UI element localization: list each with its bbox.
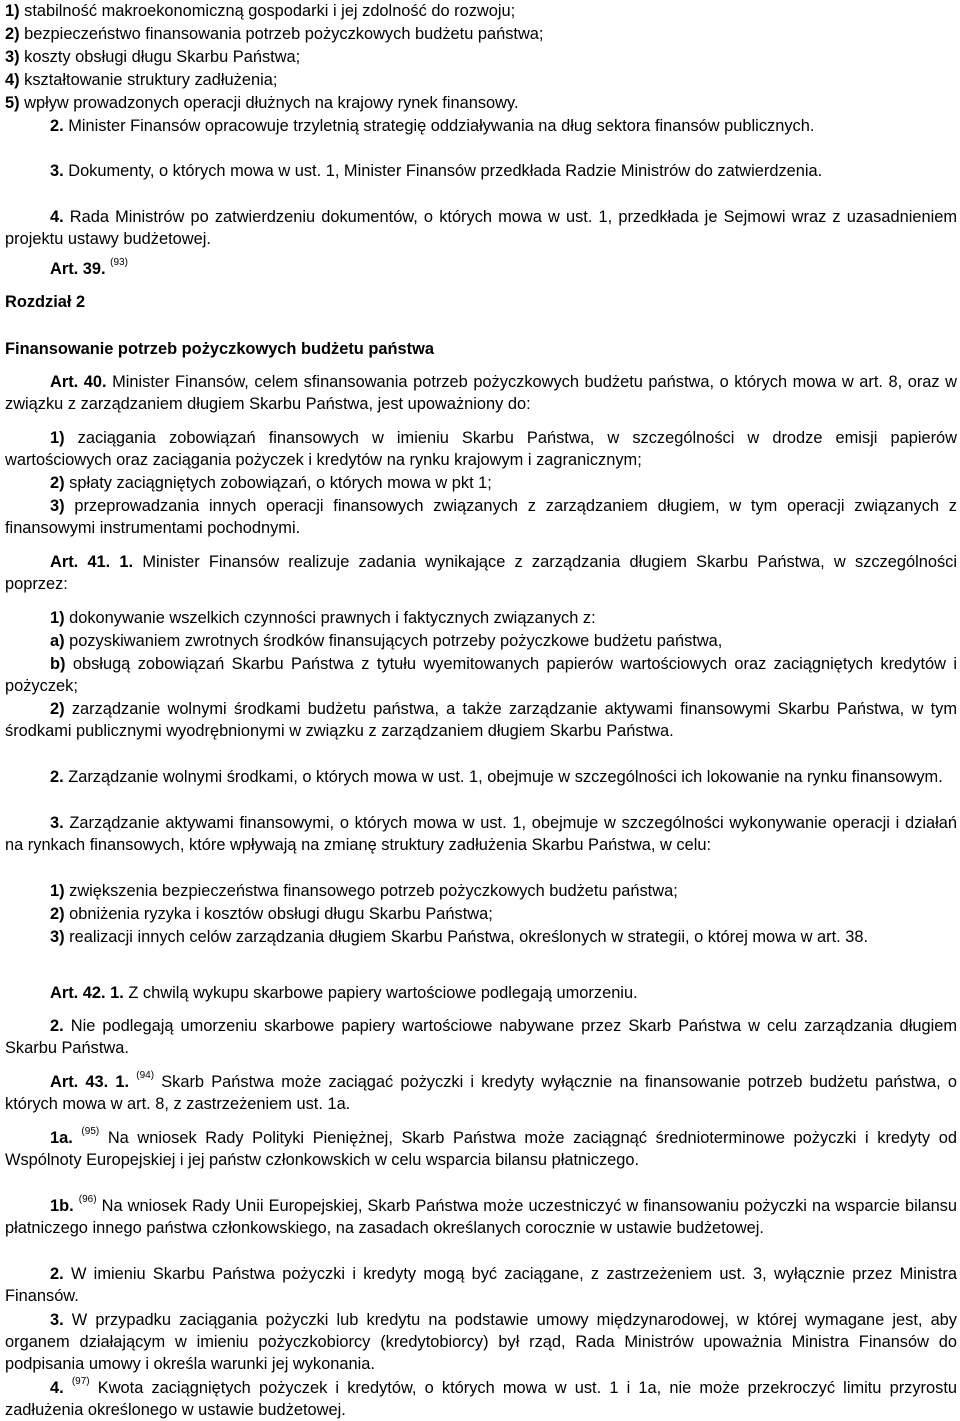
text-run: Skarb Państwa może zaciągać pożyczki i kredyty wyłącznie na finansowanie potrzeb budżetu państwa, o których mowa w art. 8, z zastrzeżeniem ust. 1a. [5,1073,957,1114]
section-number: Art. 40. [50,373,107,391]
text-run: wpływ prowadzonych operacji dłużnych na krajowy rynek finansowy. [19,94,519,112]
text-run: Minister Finansów, celem sfinansowania potrzeb pożyczkowych budżetu państwa, o których mowa w art. 8, oraz w związku z zarządzaniem długiem Skarbu Państwa, jest upoważniony do: [5,373,957,414]
list-item-5 [5,92,957,114]
article-43-ust-3 [5,1309,957,1376]
section-number: 1) [50,882,65,900]
section-number: 2. [50,1265,64,1283]
article-41-letter-b [5,653,957,697]
text-run: obsługą zobowiązań Skarbu Państwa z tytułu wyemitowanych papierów wartościowych oraz zaciągniętych kredytów i pożyczek; [5,655,957,696]
chapter-heading [5,291,305,313]
chapter-title [5,338,957,360]
section-number: 3. [50,814,64,832]
section-number: 2) [5,25,20,43]
footnote-ref: (93) [110,257,128,268]
article-40-point-2 [5,472,957,494]
article-41-ust-2 [5,766,957,788]
text-run: Zarządzanie aktywami finansowymi, o których mowa w ust. 1, obejmuje w szczególności wykonywanie operacji i działań na rynkach finansowych, które wpływają na zmianę struktury zadłużenia Skarbu Państwa, w celu: [5,814,957,855]
section-number: 2. [50,117,64,135]
section-number: 4) [5,71,20,89]
section-number: 5) [5,94,20,112]
list-item-4 [5,69,957,91]
text-run: spłaty zaciągniętych zobowiązań, o których mowa w pkt 1; [64,474,492,492]
section-number: 4. [50,208,64,226]
section-number: 3) [50,928,65,946]
section-number: a) [50,632,65,650]
article-41-point-1 [5,607,957,629]
article-39-heading [50,258,350,280]
footnote-ref: (97) [71,1376,90,1387]
paragraph-ust-4 [5,206,957,250]
section-number: Finansowanie potrzeb pożyczkowych budżetu państwa [5,340,434,358]
text-run: Na wniosek Rady Unii Europejskiej, Skarb Państwa może uczestniczyć w finansowaniu pożyczki na wsparcie bilansu płatniczego innego państwa członkowskiego, na zasadach określanych corocznie w ustawie budżetowej. [5,1197,957,1238]
section-number: 1b. [50,1197,74,1215]
text-run: przeprowadzania innych operacji finansowych związanych z zarządzaniem długiem, w tym operacji związanych z finansowymi instrumentami pochodnymi. [5,497,957,538]
section-number: 3. [50,162,64,180]
text-run: pozyskiwaniem zwrotnych środków finansujących potrzeby pożyczkowe budżetu państwa, [64,632,723,650]
text-run: Minister Finansów opracowuje trzyletnią strategię oddziaływania na dług sektora finansów publicznych. [63,117,815,135]
section-number: 1) [5,2,20,20]
section-number: 2) [50,700,65,718]
text-run: Z chwilą wykupu skarbowe papiery wartościowe podlegają umorzeniu. [123,984,638,1002]
text-run: dokonywanie wszelkich czynności prawnych i faktycznych związanych z: [64,609,596,627]
text-run: stabilność makroekonomiczną gospodarki i jej zdolność do rozwoju; [19,2,516,20]
article-41-ust-3-point-1 [5,880,957,902]
text-run: kształtowanie struktury zadłużenia; [19,71,278,89]
section-number: Art. 41. 1. [50,553,134,571]
list-item-3 [5,46,957,68]
section-number: Art. 39. [50,260,106,278]
article-40-point-3 [5,495,957,539]
section-number: 2) [50,905,65,923]
section-number: 2) [50,474,65,492]
section-number: 4. [50,1379,64,1397]
section-number: Rozdział 2 [5,293,86,311]
article-41-letter-a [5,630,957,652]
text-run: Zarządzanie wolnymi środkami, o których mowa w ust. 1, obejmuje w szczególności ich lokowanie na rynku finansowym. [63,768,943,786]
text-run: Rada Ministrów po zatwierdzeniu dokumentów, o których mowa w ust. 1, przedkłada je Sejmowi wraz z uzasadnieniem projektu ustawy budżetowej. [5,208,957,249]
text-run: W przypadku zaciągania pożyczki lub kredytu na podstawie umowy międzynarodowej, w której wymagane jest, aby organem działającym w imieniu pożyczkobiorcy (kredytobiorcy) był rząd, Rada Ministrów upoważnia Ministra Finansów do podpisania umowy i określa warunki jej wykonania. [5,1311,957,1374]
text-run: zarządzanie wolnymi środkami budżetu państwa, a także zarządzanie aktywami finansowymi Skarbu Państwa, w tym środkami publicznymi wyodrębnionymi w związku z zarządzaniem długiem Skarbu Państwa. [5,700,957,741]
text-run: Na wniosek Rady Polityki Pieniężnej, Skarb Państwa może zaciągnąć średnioterminowe pożyczki i kredyty od Wspólnoty Europejskiej i jej państw członkowskich w celu wsparcia bilansu płatniczego. [5,1129,957,1170]
section-number: 1a. [50,1129,73,1147]
section-number: 3. [50,1311,64,1329]
article-43-ust-2 [5,1263,957,1307]
article-43-ust-1a [5,1127,957,1171]
section-number: 3) [50,497,65,515]
footnote-ref: (94) [136,1070,155,1081]
section-number: Art. 42. 1. [50,984,124,1002]
article-43-ust-4 [5,1377,957,1421]
article-41-point-2 [5,698,957,742]
section-number: b) [50,655,66,673]
section-number: 1) [50,609,65,627]
paragraph-ust-3 [5,160,957,182]
text-run: W imieniu Skarbu Państwa pożyczki i kredyty mogą być zaciągane, z zastrzeżeniem ust. 3, wyłącznie przez Ministra Finansów. [5,1265,957,1306]
list-item-1 [5,0,957,22]
text-run: zaciągania zobowiązań finansowych w imieniu Skarbu Państwa, w szczególności w drodze emisji papierów wartościowych oraz zaciągania pożyczek i kredytów na rynku krajowym i zagranicznym; [5,429,957,470]
footnote-ref: (95) [81,1126,100,1137]
text-run [64,1379,72,1397]
article-40-point-1 [5,427,957,471]
article-43-ust-1b [5,1195,957,1239]
section-number: 2. [50,1017,64,1035]
text-run: koszty obsługi długu Skarbu Państwa; [19,48,301,66]
article-40 [5,371,957,415]
text-run: Kwota zaciągniętych pożyczek i kredytów, o których mowa w ust. 1 i 1a, nie może przekroczyć limitu przyrostu zadłużenia określonego w ustawie budżetowej. [5,1379,957,1420]
text-run: Dokumenty, o których mowa w ust. 1, Minister Finansów przedkłada Radzie Ministrów do zatwierdzenia. [63,162,823,180]
article-41-ust-3 [5,812,957,856]
footnote-ref: (96) [78,1194,97,1205]
text-run: bezpieczeństwo finansowania potrzeb pożyczkowych budżetu państwa; [19,25,544,43]
text-run: realizacji innych celów zarządzania długiem Skarbu Państwa, określonych w strategii, o której mowa w art. 38. [64,928,869,946]
section-number: 3) [5,48,20,66]
article-43 [5,1071,957,1115]
section-number: 1) [50,429,65,447]
article-42-ust-2 [5,1015,957,1059]
text-run: zwiększenia bezpieczeństwa finansowego potrzeb pożyczkowych budżetu państwa; [64,882,678,900]
article-42 [5,982,957,1004]
article-41-ust-3-point-3 [5,926,957,948]
text-run: Nie podlegają umorzeniu skarbowe papiery wartościowe nabywane przez Skarb Państwa w celu zarządzania długiem Skarbu Państwa. [5,1017,957,1058]
paragraph-ust-2 [5,115,957,137]
article-41-ust-3-point-2 [5,903,957,925]
text-run: Minister Finansów realizuje zadania wynikające z zarządzania długiem Skarbu Państwa, w szczególności poprzez: [5,553,957,594]
article-41 [5,551,957,595]
section-number: Art. 43. 1. [50,1073,130,1091]
text-run: obniżenia ryzyka i kosztów obsługi długu Skarbu Państwa; [64,905,493,923]
list-item-2 [5,23,957,45]
section-number: 2. [50,768,64,786]
